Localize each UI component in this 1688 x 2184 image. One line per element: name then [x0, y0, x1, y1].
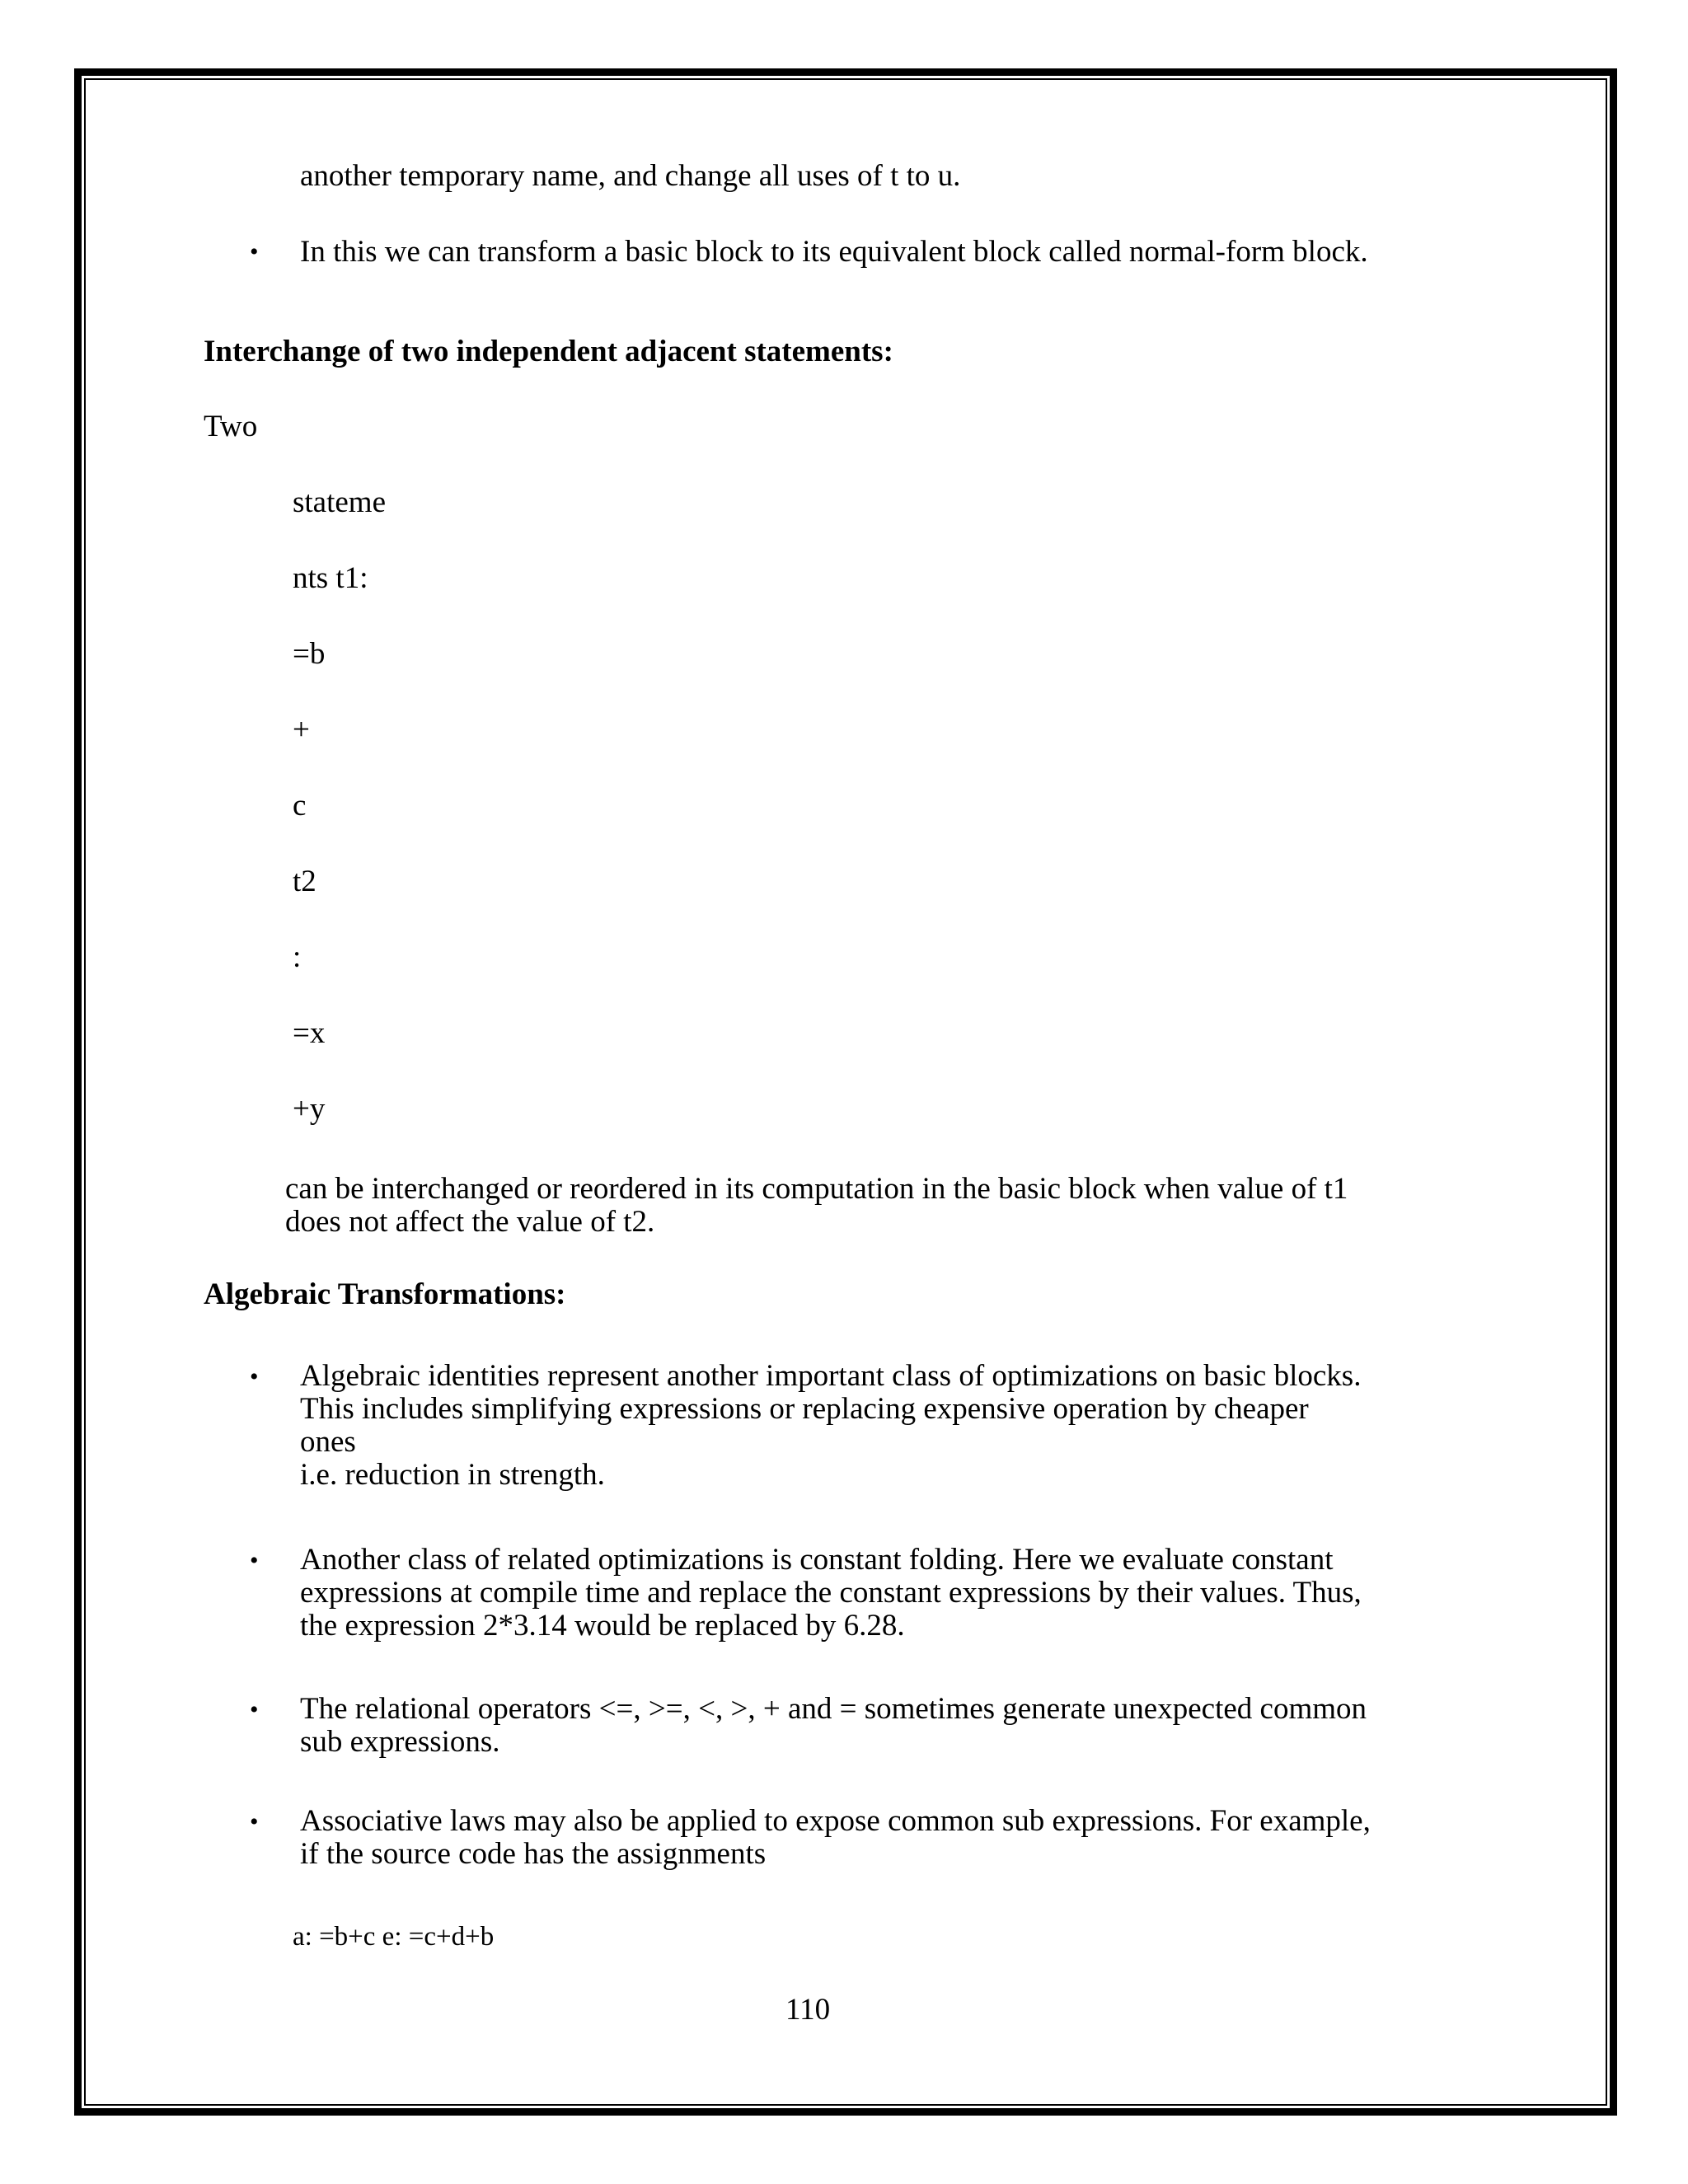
algebraic-bullet-1-line: This includes simplifying expressions or replacing expensive operation by cheaper: [300, 1392, 1309, 1426]
algebraic-bullet-2: [300, 1544, 1474, 1643]
algebraic-bullet-2-line: the expression 2*3.14 would be replaced by 6.28.: [300, 1609, 905, 1643]
algebraic-bullet-1: [300, 1360, 1474, 1492]
bullet-icon: •: [250, 1547, 259, 1574]
interchange-line: :: [293, 940, 302, 974]
interchange-line: =b: [293, 637, 326, 671]
algebraic-bullet-3-line: sub expressions.: [300, 1725, 500, 1759]
interchange-line: =x: [293, 1016, 326, 1050]
algebraic-bullet-1-line: ones: [300, 1425, 356, 1459]
bullet-icon: •: [250, 1363, 259, 1390]
interchange-paragraph-line: does not affect the value of t2.: [285, 1205, 655, 1239]
interchange-line: nts t1:: [293, 561, 368, 595]
algebraic-bullet-2-line: Another class of related optimizations is constant folding. Here we evaluate constant: [300, 1543, 1334, 1577]
interchange-line: +: [293, 713, 310, 747]
bullet-icon: •: [250, 238, 259, 265]
interchange-line: t2: [293, 865, 316, 898]
bullet-icon: •: [250, 1808, 259, 1835]
interchange-line: Two: [204, 410, 258, 443]
interchange-paragraph-line: can be interchanged or reordered in its computation in the basic block when value of t1: [285, 1172, 1348, 1206]
bullet-icon: •: [250, 1696, 259, 1723]
interchange-heading: Interchange of two independent adjacent statements:: [204, 335, 893, 368]
page-number: 110: [785, 1993, 831, 2027]
algebraic-bullet-4-line: Associative laws may also be applied to expose common sub expressions. For example,: [300, 1804, 1371, 1838]
interchange-line: stateme: [293, 485, 387, 519]
algebraic-bullet-3-line: The relational operators <=, >=, <, >, + and = sometimes generate unexpected common: [300, 1692, 1367, 1726]
interchange-line: +y: [293, 1092, 326, 1126]
interchange-line: c: [293, 789, 307, 823]
continuation-text: another temporary name, and change all uses of t to u.: [300, 159, 961, 193]
algebraic-bullet-1-line: Algebraic identities represent another important class of optimizations on basic blocks.: [300, 1359, 1362, 1393]
algebraic-bullet-1-line: i.e. reduction in strength.: [300, 1458, 605, 1492]
algebraic-heading: Algebraic Transformations:: [204, 1277, 566, 1311]
algebraic-bullet-2-line: expressions at compile time and replace the constant expressions by their values. Thus,: [300, 1576, 1362, 1610]
algebraic-bullet-4: [300, 1805, 1474, 1871]
assignments-code: a: =b+c e: =c+d+b: [293, 1922, 495, 1952]
algebraic-bullet-3: [300, 1693, 1474, 1759]
algebraic-bullet-4-line: if the source code has the assignments: [300, 1837, 767, 1871]
normal-form-bullet-text: In this we can transform a basic block to its equivalent block called normal-form block.: [300, 235, 1368, 269]
